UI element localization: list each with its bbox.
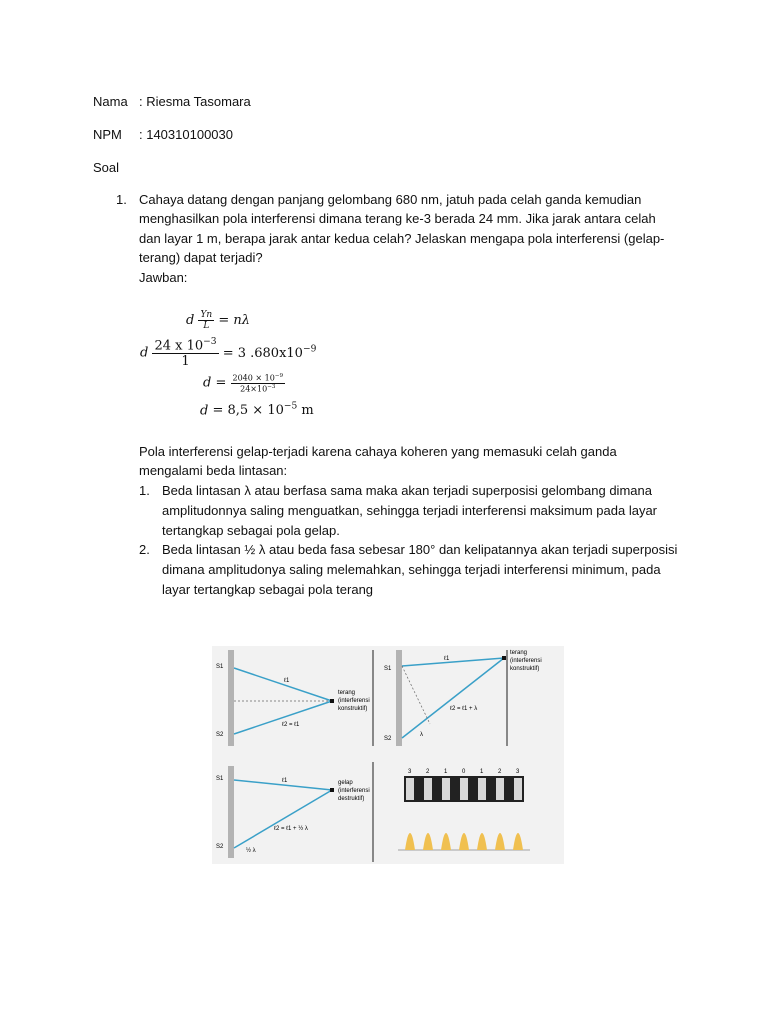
dark-label: destruktif) [338, 796, 365, 802]
equation-3 [203, 373, 285, 393]
dark-label: gelap [338, 780, 353, 786]
explanation-line: mengalami beda lintasan: [139, 463, 288, 478]
slit-barrier [228, 650, 234, 746]
fringe-order-label: 1 [480, 769, 484, 775]
eq2-denominator: 1 [181, 354, 190, 370]
eq2-numerator: 24 x 10 [154, 338, 204, 354]
question-number: 1. [116, 192, 127, 207]
fringe-order-label: 3 [408, 769, 412, 775]
bright-fringe [424, 778, 432, 800]
fringe-order-label: 2 [426, 769, 430, 775]
l2-label: ℓ2 = ℓ1 [282, 722, 300, 728]
item-number: 1. [139, 483, 150, 498]
bright-label: terang [510, 650, 528, 656]
s2-label: S2 [216, 844, 224, 850]
eq3-lhs: d = [203, 375, 227, 391]
dark-label: (interferensi [338, 788, 370, 794]
fringe-order-label: 0 [462, 769, 466, 775]
bright-label: konstruktif) [338, 706, 368, 712]
bright-fringe [460, 778, 468, 800]
bright-label: (interferensi [338, 698, 370, 704]
s1-label: S1 [216, 776, 224, 782]
eq1-d: d [186, 313, 195, 328]
bright-fringe [478, 778, 486, 800]
answer-label: Jawban: [139, 270, 188, 285]
l2-label: ℓ2 = ℓ1 + ½ λ [274, 826, 308, 832]
item-number: 2. [139, 542, 150, 557]
eq4-lhs: d [200, 403, 209, 419]
dark-point [330, 788, 334, 792]
eq3-den-exp: −3 [267, 383, 276, 390]
item-line: Beda lintasan ½ λ atau beda fasa sebesar 180° dan kelipatannya akan terjadi superposisi [162, 542, 678, 557]
eq4-unit: m [301, 403, 314, 419]
fringe-order-label: 2 [498, 769, 502, 775]
bright-fringe [496, 778, 504, 800]
l2-label: ℓ2 = ℓ1 + λ [450, 706, 478, 712]
half-lambda-label: ½ λ [246, 848, 256, 854]
eq2-d: d [140, 345, 149, 361]
s1-label: S1 [216, 664, 224, 670]
eq1-denominator: L [203, 321, 210, 331]
question-line: terang) dapat terjadi? [139, 250, 263, 265]
screen [372, 650, 374, 746]
section-title: Soal [93, 160, 120, 175]
explanation-line: Pola interferensi gelap-terjadi karena cahaya koheren yang memasuki celah ganda [139, 444, 617, 459]
eq4-rhs: = 8,5 × 10 [212, 403, 284, 419]
bright-label: (interferensi [510, 658, 542, 664]
fringe-order-label: 1 [444, 769, 448, 775]
eq2-num-exp: −3 [203, 337, 217, 347]
bright-point [330, 699, 334, 703]
eq3-num-exp: −9 [274, 373, 284, 379]
question-line: menghasilkan pola interferensi dimana terang ke-3 berada 24 mm. Jika jarak antara celah [139, 211, 656, 226]
name-label: Nama [93, 94, 128, 109]
s2-label: S2 [384, 736, 392, 742]
item-line: layar tertangkap sebagai pola terang [162, 582, 374, 597]
screen [506, 650, 508, 746]
bright-label: konstruktif) [510, 666, 540, 672]
bright-fringe [514, 778, 522, 800]
l1-label: ℓ1 [444, 656, 450, 662]
question-line: dan layar 1 m, berapa jarak antar kedua celah? Jelaskan mengapa pola interferensi (gelap- [139, 231, 665, 246]
fringe-order-label: 3 [516, 769, 520, 775]
bright-fringe [442, 778, 450, 800]
equation-1 [186, 310, 250, 331]
slit-barrier [396, 650, 402, 746]
l1-label: ℓ1 [284, 678, 290, 684]
bright-point [502, 656, 506, 660]
item-line: tertangkap sebagai pola gelap. [162, 523, 340, 538]
eq2-rhs: = 3 .680x10 [222, 345, 303, 361]
npm-label: NPM [93, 127, 122, 142]
item-line: dimana amplitudonya saling melemahkan, sehingga terjadi interferensi minimum, pada [162, 562, 661, 577]
item-line: Beda lintasan λ atau berfasa sama maka akan terjadi superposisi gelombang dimana [162, 483, 652, 498]
equation-2 [140, 337, 316, 369]
screen [372, 762, 374, 862]
equation-4 [200, 402, 314, 418]
s1-label: S1 [384, 666, 392, 672]
eq1-numerator: Yn [200, 310, 213, 320]
bright-label: terang [338, 690, 356, 696]
eq2-rhs-exp: −9 [302, 344, 317, 355]
eq3-numerator: 2040 × 10 [232, 373, 275, 383]
interference-figure [212, 646, 564, 864]
slit-barrier [228, 766, 234, 858]
bright-fringe [406, 778, 414, 800]
question-line: Cahaya datang dengan panjang gelombang 680 nm, jatuh pada celah ganda kemudian [139, 192, 642, 207]
npm-value: : 140310100030 [139, 127, 233, 142]
eq4-exp: −5 [283, 402, 298, 412]
eq3-denominator: 24×10 [240, 384, 268, 394]
l1-label: ℓ1 [282, 778, 288, 784]
item-line: amplitudonnya saling menguatkan, sehingga terjadi interferensi maksimum pada layar [162, 503, 657, 518]
eq1-rhs: = nλ [218, 313, 250, 328]
lambda-label: λ [420, 732, 423, 738]
s2-label: S2 [216, 732, 224, 738]
name-value: : Riesma Tasomara [139, 94, 251, 109]
